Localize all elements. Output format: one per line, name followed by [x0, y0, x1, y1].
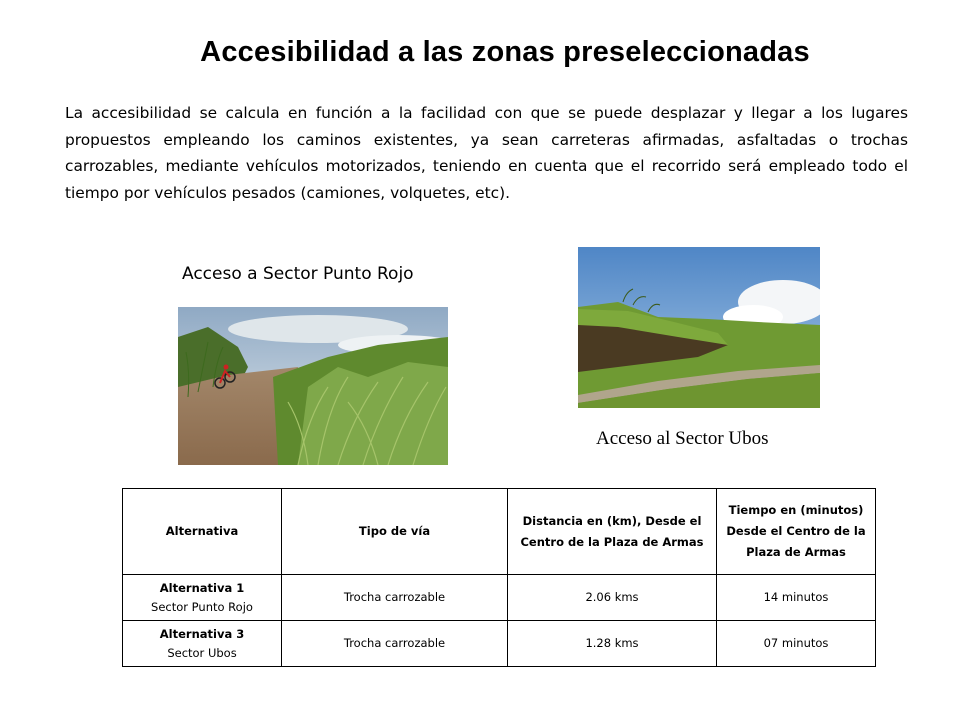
- alternative-name: Alternativa 3: [159, 626, 245, 641]
- cell-tipo-via: Trocha carrozable: [282, 621, 508, 667]
- cell-alternativa: [123, 621, 282, 667]
- header-tiempo: Tiempo en (minutos) Desde el Centro de la Plaza de Armas: [717, 489, 876, 575]
- cell-tiempo: 07 minutos: [717, 621, 876, 667]
- alternative-sector: Sector Punto Rojo: [151, 599, 253, 614]
- header-alternativa: Alternativa: [123, 489, 282, 575]
- cell-alternativa: [123, 575, 282, 621]
- cell-distancia: 2.06 kms: [508, 575, 717, 621]
- table-header-row: [123, 489, 876, 575]
- alternative-sector: Sector Ubos: [167, 645, 237, 660]
- photo-punto-rojo-road: [178, 307, 448, 465]
- caption-ubos: Acceso al Sector Ubos: [596, 428, 769, 449]
- intro-paragraph: La accesibilidad se calcula en función a la facilidad con que se puede desplazar y llegar a los lugares propuestos empleando los caminos existentes, ya sean carreteras afirmadas, asfaltadas o trochas carrozables, mediante vehículos motorizados, teniendo en cuenta que el recorrido será empleado todo el tiempo por vehículos pesados (camiones, volquetes, etc).: [65, 104, 908, 202]
- table-row: [123, 575, 876, 621]
- alternative-name: Alternativa 1: [159, 580, 245, 595]
- header-distancia: Distancia en (km), Desde el Centro de la Plaza de Armas: [508, 489, 717, 575]
- page-title: Accesibilidad a las zonas preseleccionadas: [200, 36, 810, 68]
- cell-tipo-via: Trocha carrozable: [282, 575, 508, 621]
- table-row: [123, 621, 876, 667]
- cell-distancia: 1.28 kms: [508, 621, 717, 667]
- header-tipo-via: Tipo de vía: [282, 489, 508, 575]
- photo-ubos-road: [578, 247, 820, 408]
- accessibility-table: [122, 488, 876, 667]
- caption-punto-rojo: Acceso a Sector Punto Rojo: [182, 264, 414, 284]
- cell-tiempo: 14 minutos: [717, 575, 876, 621]
